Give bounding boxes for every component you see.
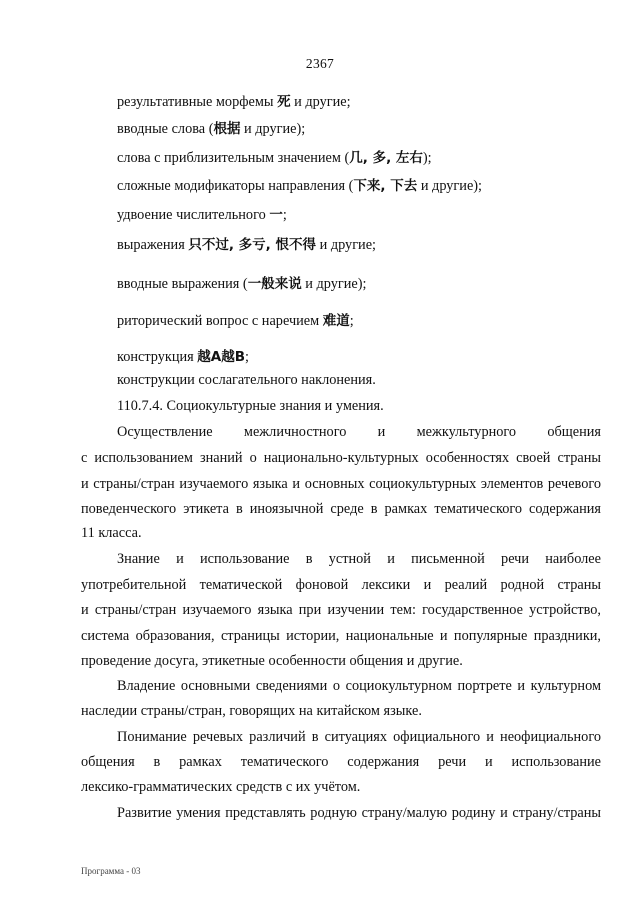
list-item-chinese: 只不过, 多亏, 恨不得	[188, 237, 317, 253]
page-footer: Программа - 03	[81, 866, 141, 876]
list-item-text: вводные слова (	[117, 121, 214, 137]
paragraph-line: поведенческого этикета в иноязычной среде в рамках тематического содержания	[81, 501, 601, 517]
list-item-text: удвоение числительного	[117, 207, 270, 223]
list-item-text: и другие);	[301, 276, 367, 292]
list-item-chinese: 越A越B	[197, 349, 246, 365]
list-item-chinese: 一	[269, 207, 283, 223]
list-item-text: ;	[245, 349, 250, 365]
paragraph-line: проведение досуга, этикетные особенности общения и другие.	[81, 653, 463, 669]
list-item-text: риторический вопрос с наречием	[117, 313, 323, 329]
list-item-text: и другие;	[316, 237, 377, 253]
list-item-text: выражения	[117, 237, 189, 253]
list-item-text: конструкция	[117, 349, 198, 365]
list-item	[117, 345, 249, 366]
list-item	[117, 90, 351, 111]
list-item-text: ;	[282, 207, 287, 223]
page-number: 2367	[305, 56, 335, 71]
list-item-text: сложные модификаторы направления (	[117, 178, 354, 194]
paragraph-line: Развитие умения представлять родную страну/малую родину и страну/страны	[117, 805, 601, 821]
list-item	[117, 203, 287, 224]
list-item	[117, 146, 432, 167]
list-item-chinese: 下来, 下去	[353, 178, 418, 194]
section-heading: 110.7.4. Социокультурные знания и умения.	[117, 398, 384, 414]
paragraph-line: Владение основными сведениями о социокультурном портрете и культурном	[117, 678, 601, 694]
paragraph-line: общения в рамках тематического содержания речи и использование	[81, 754, 601, 770]
list-item-text: вводные выражения (	[117, 276, 248, 292]
list-item	[117, 272, 366, 293]
list-item	[117, 174, 482, 195]
list-item	[117, 117, 305, 138]
list-item-text: конструкции сослагательного наклонения.	[117, 372, 376, 388]
list-item-text: и другие);	[417, 178, 483, 194]
list-item	[117, 309, 354, 330]
list-item	[117, 372, 376, 389]
paragraph-line: употребительной тематической фоновой лексики и реалий родной страны	[81, 577, 601, 593]
paragraph-line: 11 класса.	[81, 525, 142, 541]
list-item-chinese: 根据	[213, 121, 241, 137]
list-item-chinese: 一般来说	[247, 276, 302, 292]
paragraph-line: система образования, страницы истории, национальные и популярные праздники,	[81, 628, 601, 644]
list-item-chinese: 难道	[322, 313, 350, 329]
paragraph-line: наследии страны/стран, говорящих на китайском языке.	[81, 703, 422, 719]
list-item	[117, 233, 376, 254]
paragraph-line: и страны/стран изучаемого языка при изучении тем: государственное устройство,	[81, 602, 601, 618]
list-item-text: результативные морфемы	[117, 94, 278, 110]
paragraph-line: с использованием знаний о национально-культурных особенностях своей страны	[81, 450, 601, 466]
list-item-text: и другие);	[240, 121, 306, 137]
paragraph-line: Понимание речевых различий в ситуациях официального и неофициального	[117, 729, 601, 745]
list-item-text: ;	[349, 313, 354, 329]
list-item-chinese: 死	[277, 94, 291, 110]
list-item-text: слова с приблизительным значением (	[117, 150, 350, 166]
paragraph-line: лексико-грамматических средств с их учётом.	[81, 779, 361, 795]
paragraph-line: и страны/стран изучаемого языка и основных социокультурных элементов речевого	[81, 476, 601, 492]
paragraph-line: Знание и использование в устной и письменной речи наиболее	[117, 551, 601, 567]
list-item-text: );	[422, 150, 432, 166]
list-item-chinese: 几, 多, 左右	[349, 150, 423, 166]
paragraph-line: Осуществление межличностного и межкультурного общения	[117, 424, 601, 440]
list-item-text: и другие;	[290, 94, 351, 110]
